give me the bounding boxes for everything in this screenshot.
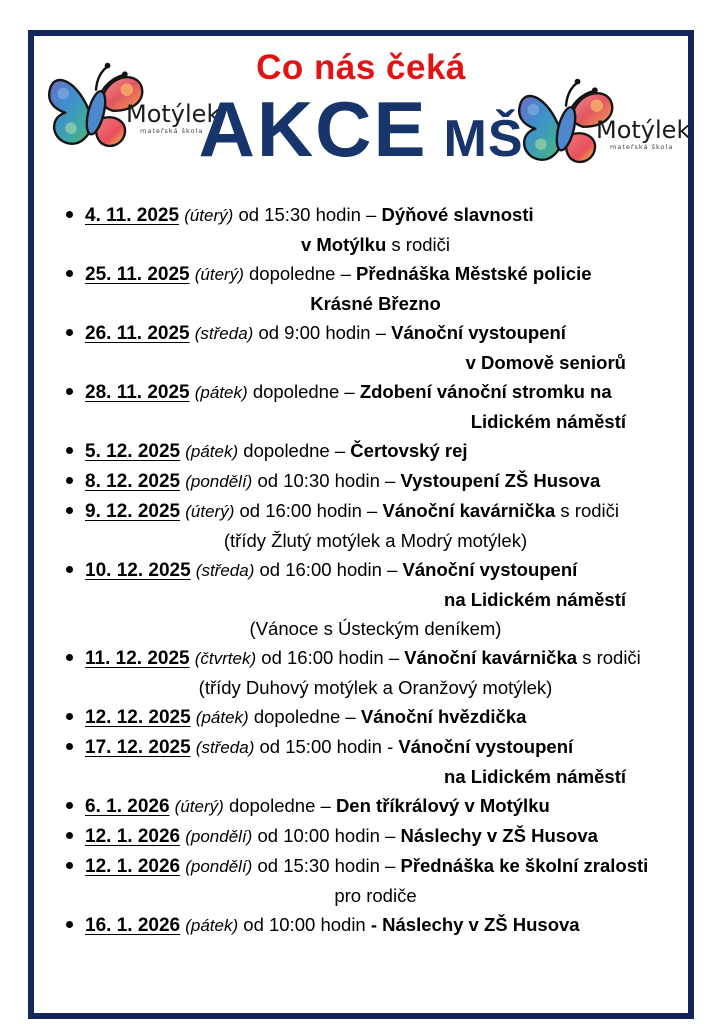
event-main-line [85, 791, 666, 821]
event-time: dopoledne – [228, 795, 336, 816]
event-date: 12. 12. 2025 [85, 707, 191, 728]
event-title: Vystoupení ZŠ Husova [400, 470, 601, 491]
event-title: Vánoční vystoupení [398, 736, 574, 757]
event-item [62, 791, 666, 821]
event-day: (středa) [195, 561, 255, 580]
event-title: Vánoční hvězdička [360, 706, 527, 727]
event-item [62, 702, 666, 732]
page-subtitle: Co nás čeká [256, 48, 466, 87]
event-date: 28. 11. 2025 [85, 382, 190, 403]
event-extra-line [85, 526, 666, 555]
event-date: 5. 12. 2025 [85, 441, 181, 462]
event-main-line [85, 555, 666, 585]
event-extra-line [85, 289, 666, 318]
event-date: 4. 11. 2025 [85, 205, 180, 226]
event-day: (úterý) [184, 206, 234, 225]
event-date: 11. 12. 2025 [85, 648, 190, 669]
event-day: (pátek) [185, 916, 239, 935]
event-title: Čertovský rej [350, 440, 468, 461]
event-suffix: s rodiči [555, 500, 620, 521]
event-day: (úterý) [174, 797, 224, 816]
event-time: od 10:00 hodin – [257, 825, 401, 846]
event-text-cont: (třídy Duhový motýlek a Oranžový motýlek) [198, 677, 553, 698]
event-main-line [85, 200, 666, 230]
event-title-cont: na Lidickém náměstí [444, 766, 626, 787]
event-title-cont: v Domově seniorů [465, 352, 626, 373]
event-main-line [85, 466, 666, 496]
event-item [62, 496, 666, 555]
event-title-cont: na Lidickém náměstí [444, 589, 626, 610]
event-day: (pondělí) [185, 857, 253, 876]
event-main-line [85, 377, 666, 407]
event-date: 6. 1. 2026 [85, 796, 170, 817]
event-extra-line [85, 881, 666, 910]
logo-name: Motýlek [596, 116, 691, 144]
event-text-cont: pro rodiče [334, 885, 417, 906]
event-item [62, 732, 666, 791]
event-day: (středa) [195, 738, 255, 757]
event-date: 25. 11. 2025 [85, 264, 190, 285]
event-day: (pátek) [195, 708, 249, 727]
logo-subtitle: mateřská škola [140, 127, 204, 135]
event-extra-line [85, 614, 666, 643]
event-title: Přednáška ke školní zralosti [400, 855, 649, 876]
event-time: dopoledne – [253, 706, 361, 727]
event-title-cont: v Motýlku [300, 234, 387, 255]
event-time: dopoledne – [243, 440, 351, 461]
event-day: (čtvrtek) [194, 649, 257, 668]
event-day: (středa) [194, 324, 254, 343]
event-extra-line [85, 348, 666, 377]
event-item [62, 851, 666, 910]
event-main-line [85, 259, 666, 289]
event-date: 17. 12. 2025 [85, 737, 191, 758]
event-item [62, 555, 666, 643]
event-text-cont: (třídy Žlutý motýlek a Modrý motýlek) [223, 530, 528, 551]
header [34, 48, 691, 173]
event-title: Vánoční vystoupení [391, 322, 566, 343]
event-title: Dýňové slavnosti [381, 204, 534, 225]
event-day: (pátek) [194, 383, 248, 402]
event-item [62, 318, 666, 377]
event-item [62, 643, 666, 702]
event-time: dopoledne – [249, 263, 357, 284]
event-main-line [85, 436, 666, 466]
event-main-line [85, 910, 666, 940]
event-title: Den tříkrálový v Motýlku [335, 795, 550, 816]
event-title: Vánoční kavárnička [404, 647, 578, 668]
event-date: 9. 12. 2025 [85, 501, 181, 522]
event-title: Přednáška Městské policie [356, 263, 592, 284]
page-title [34, 85, 691, 173]
event-extra-line [85, 585, 666, 614]
event-date: 12. 1. 2026 [85, 826, 181, 847]
page-title-akce: AKCE [198, 85, 428, 173]
event-text-cont: s rodiči [386, 234, 451, 255]
event-text-cont: (Vánoce s Ústeckým deníkem) [249, 618, 502, 639]
event-time: od 16:00 hodin – [259, 559, 403, 580]
event-day: (pátek) [185, 442, 239, 461]
event-time: od 16:00 hodin – [239, 500, 383, 521]
event-time: dopoledne – [252, 381, 360, 402]
event-item [62, 377, 666, 436]
event-day: (úterý) [194, 265, 244, 284]
event-main-line [85, 821, 666, 851]
event-item [62, 259, 666, 318]
page-title-ms: MŠ [443, 110, 524, 168]
event-extra-line [85, 673, 666, 702]
event-time: od 10:00 hodin [243, 914, 371, 935]
event-date: 8. 12. 2025 [85, 471, 181, 492]
event-date: 26. 11. 2025 [85, 323, 190, 344]
event-main-line [85, 318, 666, 348]
events-list [34, 200, 688, 940]
event-date: 16. 1. 2026 [85, 915, 181, 936]
event-day: (pondělí) [185, 827, 253, 846]
event-extra-line [85, 762, 666, 791]
poster-page [28, 30, 694, 1019]
event-title: - Náslechy v ZŠ Husova [370, 914, 580, 935]
event-title: Vánoční kavárnička [382, 500, 556, 521]
event-time: od 15:30 hodin – [238, 204, 382, 225]
event-main-line [85, 496, 666, 526]
event-time: od 15:30 hodin – [257, 855, 401, 876]
logo-subtitle: mateřská škola [610, 143, 674, 151]
event-item [62, 436, 666, 466]
event-item [62, 821, 666, 851]
event-day: (úterý) [185, 502, 235, 521]
event-extra-line [85, 230, 666, 259]
event-main-line [85, 732, 666, 762]
event-title: Vánoční vystoupení [402, 559, 578, 580]
event-title-cont: Krásné Březno [310, 293, 441, 314]
event-time: od 16:00 hodin – [261, 647, 405, 668]
event-time: od 9:00 hodin – [258, 322, 392, 343]
event-main-line [85, 702, 666, 732]
event-suffix: s rodiči [577, 647, 641, 668]
event-extra-line [85, 407, 666, 436]
event-title: Náslechy v ZŠ Husova [400, 825, 598, 846]
logo-name: Motýlek [126, 100, 221, 128]
event-day: (pondělí) [185, 472, 253, 491]
event-time: od 15:00 hodin - [259, 736, 399, 757]
event-date: 12. 1. 2026 [85, 856, 181, 877]
event-item [62, 910, 666, 940]
event-time: od 10:30 hodin – [257, 470, 401, 491]
event-main-line [85, 643, 666, 673]
event-date: 10. 12. 2025 [85, 560, 191, 581]
event-title: Zdobení vánoční stromku na [359, 381, 612, 402]
event-title-cont: Lidickém náměstí [470, 411, 626, 432]
event-main-line [85, 851, 666, 881]
event-item [62, 200, 666, 259]
event-item [62, 466, 666, 496]
